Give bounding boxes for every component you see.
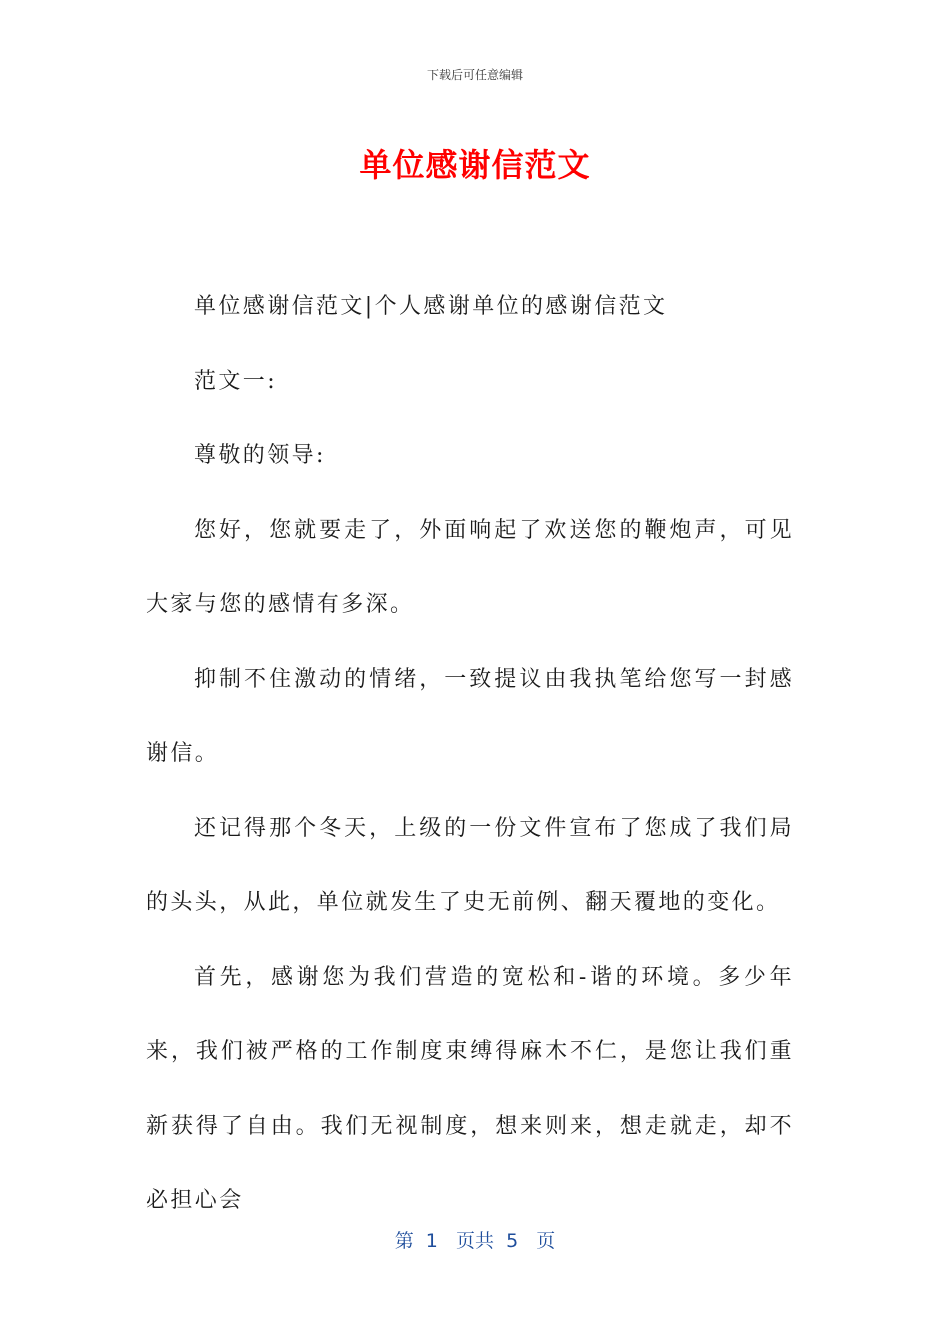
paragraph-purpose: 抑制不住激动的情绪，一致提议由我执笔给您写一封感谢信。	[146, 666, 794, 766]
paragraph-subtitle: 单位感谢信范文|个人感谢单位的感谢信范文	[194, 294, 668, 319]
document-title: 单位感谢信范文	[359, 146, 591, 184]
paragraph-sample-heading: 范文一:	[194, 368, 278, 394]
paragraph-memory: 还记得那个冬天，上级的一份文件宣布了您成了我们局的头头，从此，单位就发生了史无前例、翻天覆地的变化。	[146, 815, 794, 915]
header-note: 下载后可任意编辑	[426, 68, 523, 82]
paragraph-thanks-first: 首先，感谢您为我们营造的宽松和-谐的环境。多少年来，我们被严格的工作制度束缚得麻木不仁，是您让我们重新获得了自由。我们无视制度，想来则来，想走就走，却不必担心会	[146, 964, 794, 1213]
paragraph-salutation: 尊敬的领导:	[194, 443, 326, 468]
page-footer: 第 1 页共 5 页	[394, 1230, 556, 1252]
document-body	[146, 270, 794, 1239]
paragraph-greeting: 您好，您就要走了，外面响起了欢送您的鞭炮声，可见大家与您的感情有多深。	[146, 517, 794, 617]
